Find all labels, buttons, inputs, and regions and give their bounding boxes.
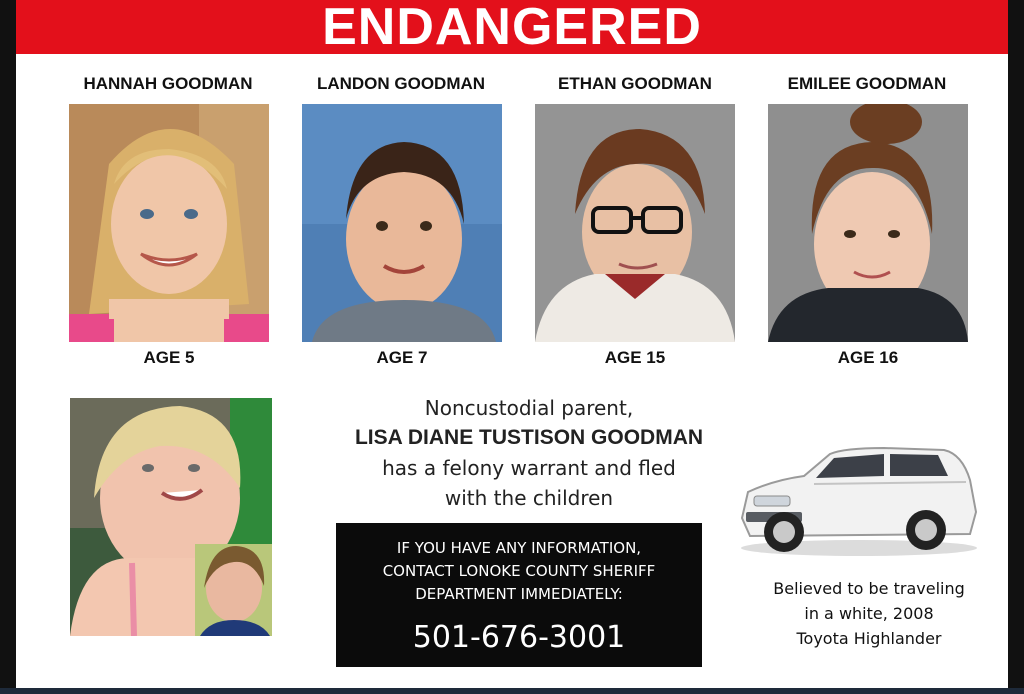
child-name-landon: LANDON GOODMAN <box>316 74 486 93</box>
parent-photo <box>70 398 272 636</box>
child-name-emilee: EMILEE GOODMAN <box>787 74 947 93</box>
child-name-hannah: HANNAH GOODMAN <box>83 74 253 93</box>
contact-line-2: CONTACT LONOKE COUNTY SHERIFF <box>382 562 656 580</box>
contact-line-3: DEPARTMENT IMMEDIATELY: <box>415 585 623 603</box>
notice-line-4: with the children <box>444 486 614 510</box>
child-age-hannah: AGE 5 <box>143 348 195 367</box>
child-photo-landon <box>302 104 502 342</box>
notice-line-1: Noncustodial parent, <box>424 396 634 420</box>
child-name-ethan: ETHAN GOODMAN <box>558 74 712 93</box>
missing-poster <box>16 0 1008 690</box>
child-age-ethan: AGE 15 <box>604 348 666 367</box>
child-photo-emilee <box>768 104 968 342</box>
notice-line-3: has a felony warrant and fled <box>382 456 676 480</box>
child-photo-ethan <box>535 104 735 342</box>
child-photo-hannah <box>69 104 269 342</box>
contact-line-1: IF YOU HAVE ANY INFORMATION, <box>396 539 642 557</box>
child-age-emilee: AGE 16 <box>837 348 899 367</box>
bottom-strip <box>0 688 1024 694</box>
vehicle-line-1: Believed to be traveling <box>773 579 965 598</box>
parent-name: LISA DIANE TUSTISON GOODMAN <box>354 426 704 449</box>
contact-box <box>336 523 702 667</box>
vehicle-description <box>744 576 994 651</box>
vehicle-line-3: Toyota Highlander <box>796 629 942 648</box>
vehicle-image <box>734 440 984 558</box>
vehicle-line-2: in a white, 2008 <box>804 604 934 623</box>
endangered-banner: ENDANGERED <box>16 0 1008 54</box>
phone-number: 501-676-3001 <box>412 620 626 655</box>
child-age-landon: AGE 7 <box>376 348 428 367</box>
